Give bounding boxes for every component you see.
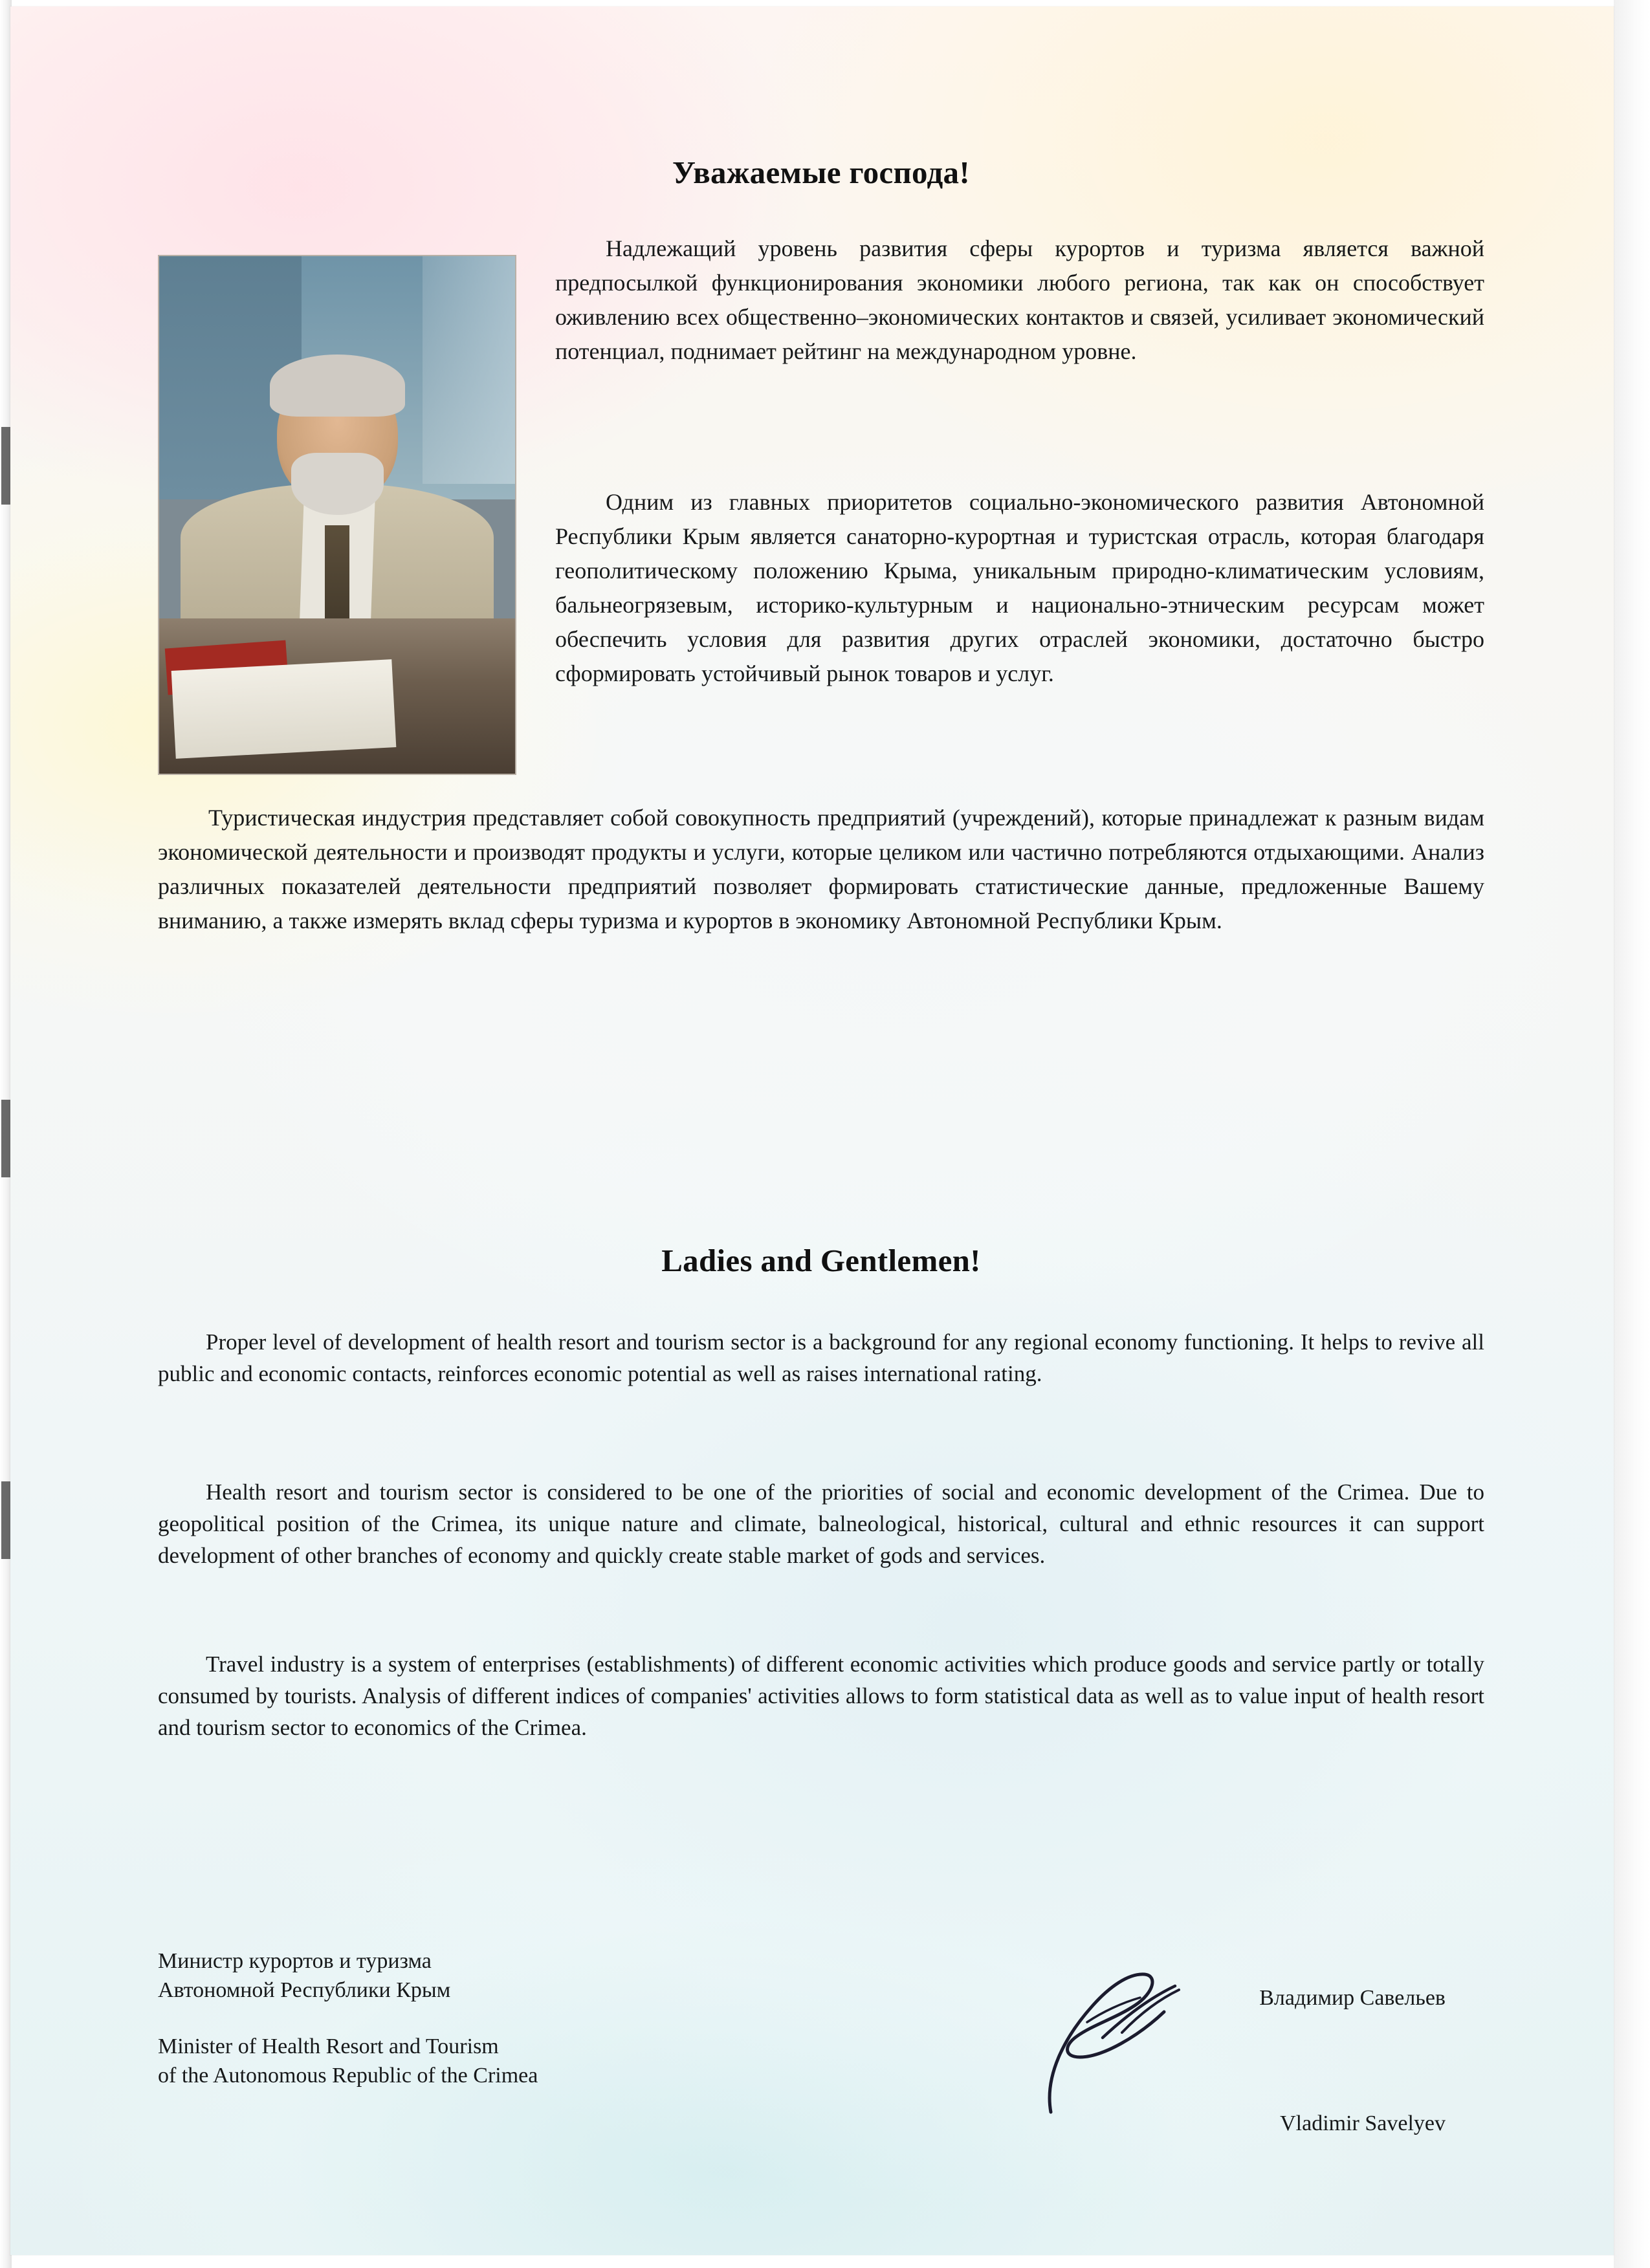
photo-hair — [270, 354, 405, 417]
signature-title-en — [158, 2033, 837, 2091]
paragraph-ru-2: Одним из главных приоритетов социально-экономического развития Автономной Республики Крым является санаторно-курортная и туристская отрасль, которая благодаря геополитическому положению Крыма, уникальным природно-климатическим условиям, бальнеогрязевым, историко-культурным и национально-этническим ресурсам может обеспечить условия для развития других отраслей экономики, достаточно быстро сформировать устойчивый рынок товаров и услуг. — [555, 489, 1484, 686]
signature-block — [158, 1947, 1484, 2206]
paragraph-ru-1: Надлежащий уровень развития сферы курортов и туризма является важной предпосылкой функционирования экономики любого региона, так как он способствует оживлению всех общественно–экономических контактов и связей, усиливает экономический потенциал, поднимает рейтинг на международном уровне. — [555, 235, 1484, 364]
paragraph-en-1: Proper level of development of health resort and tourism sector is a background for any regional economy functioning. It helps to revive all public and economic contacts, reinforces economic potential as well as raises international rating. — [158, 1329, 1484, 1386]
paragraph-en-3: Travel industry is a system of enterprises (establishments) of different economic activities which produce goods and service partly or totally consumed by tourists. Analysis of different indices of companies' activities allows to form statistical data as well as to value input of health resort and tourism sector to economics of the Crimea. — [158, 1652, 1484, 1740]
signature-title-ru-line1: Министр курортов и туризма — [158, 1949, 432, 1973]
signature-titles — [158, 1947, 837, 2118]
photo-curtain — [423, 256, 515, 484]
scanned-paper-sheet — [10, 6, 1614, 2255]
photo-papers — [171, 659, 397, 759]
portrait-photo — [158, 255, 516, 775]
page-right-edge — [1614, 0, 1650, 2268]
heading-english: Ladies and Gentlemen! — [661, 1243, 981, 1278]
signature-name-ru: Владимир Савельев — [1259, 1986, 1446, 2010]
signature-title-en-line1: Minister of Health Resort and Tourism — [158, 2034, 499, 2058]
signature-title-ru — [158, 1947, 837, 2005]
paragraph-ru-3: Туристическая индустрия представляет собой совокупность предприятий (учреждений), которые принадлежат к разным видам экономической деятельности и производят продукты и услуги, которые целиком или частично потребляются отдыхающими. Анализ различных показателей деятельности предприятий позволяет формировать статистические данные, предложенные Вашему вниманию, а также измерять вклад сферы туризма и курортов в экономику Автономной Республики Крым. — [158, 805, 1484, 933]
heading-russian: Уважаемые господа! — [672, 155, 970, 190]
signature-name-en: Vladimir Savelyev — [1280, 2111, 1446, 2135]
signature-title-en-line2: of the Autonomous Republic of the Crimea — [158, 2063, 538, 2088]
photo-beard — [291, 453, 384, 515]
signature-title-ru-line2: Автономной Республики Крым — [158, 1978, 451, 2002]
handwritten-signature-icon — [1025, 1960, 1219, 2128]
paragraph-en-2: Health resort and tourism sector is considered to be one of the priorities of social and economic development of the Crimea. Due to geopolitical position of the Crimea, its unique nature and climate, balneological, historical, cultural and ethnic resources it can support development of other branches of economy and quickly create stable market of gods and services. — [158, 1479, 1484, 1568]
